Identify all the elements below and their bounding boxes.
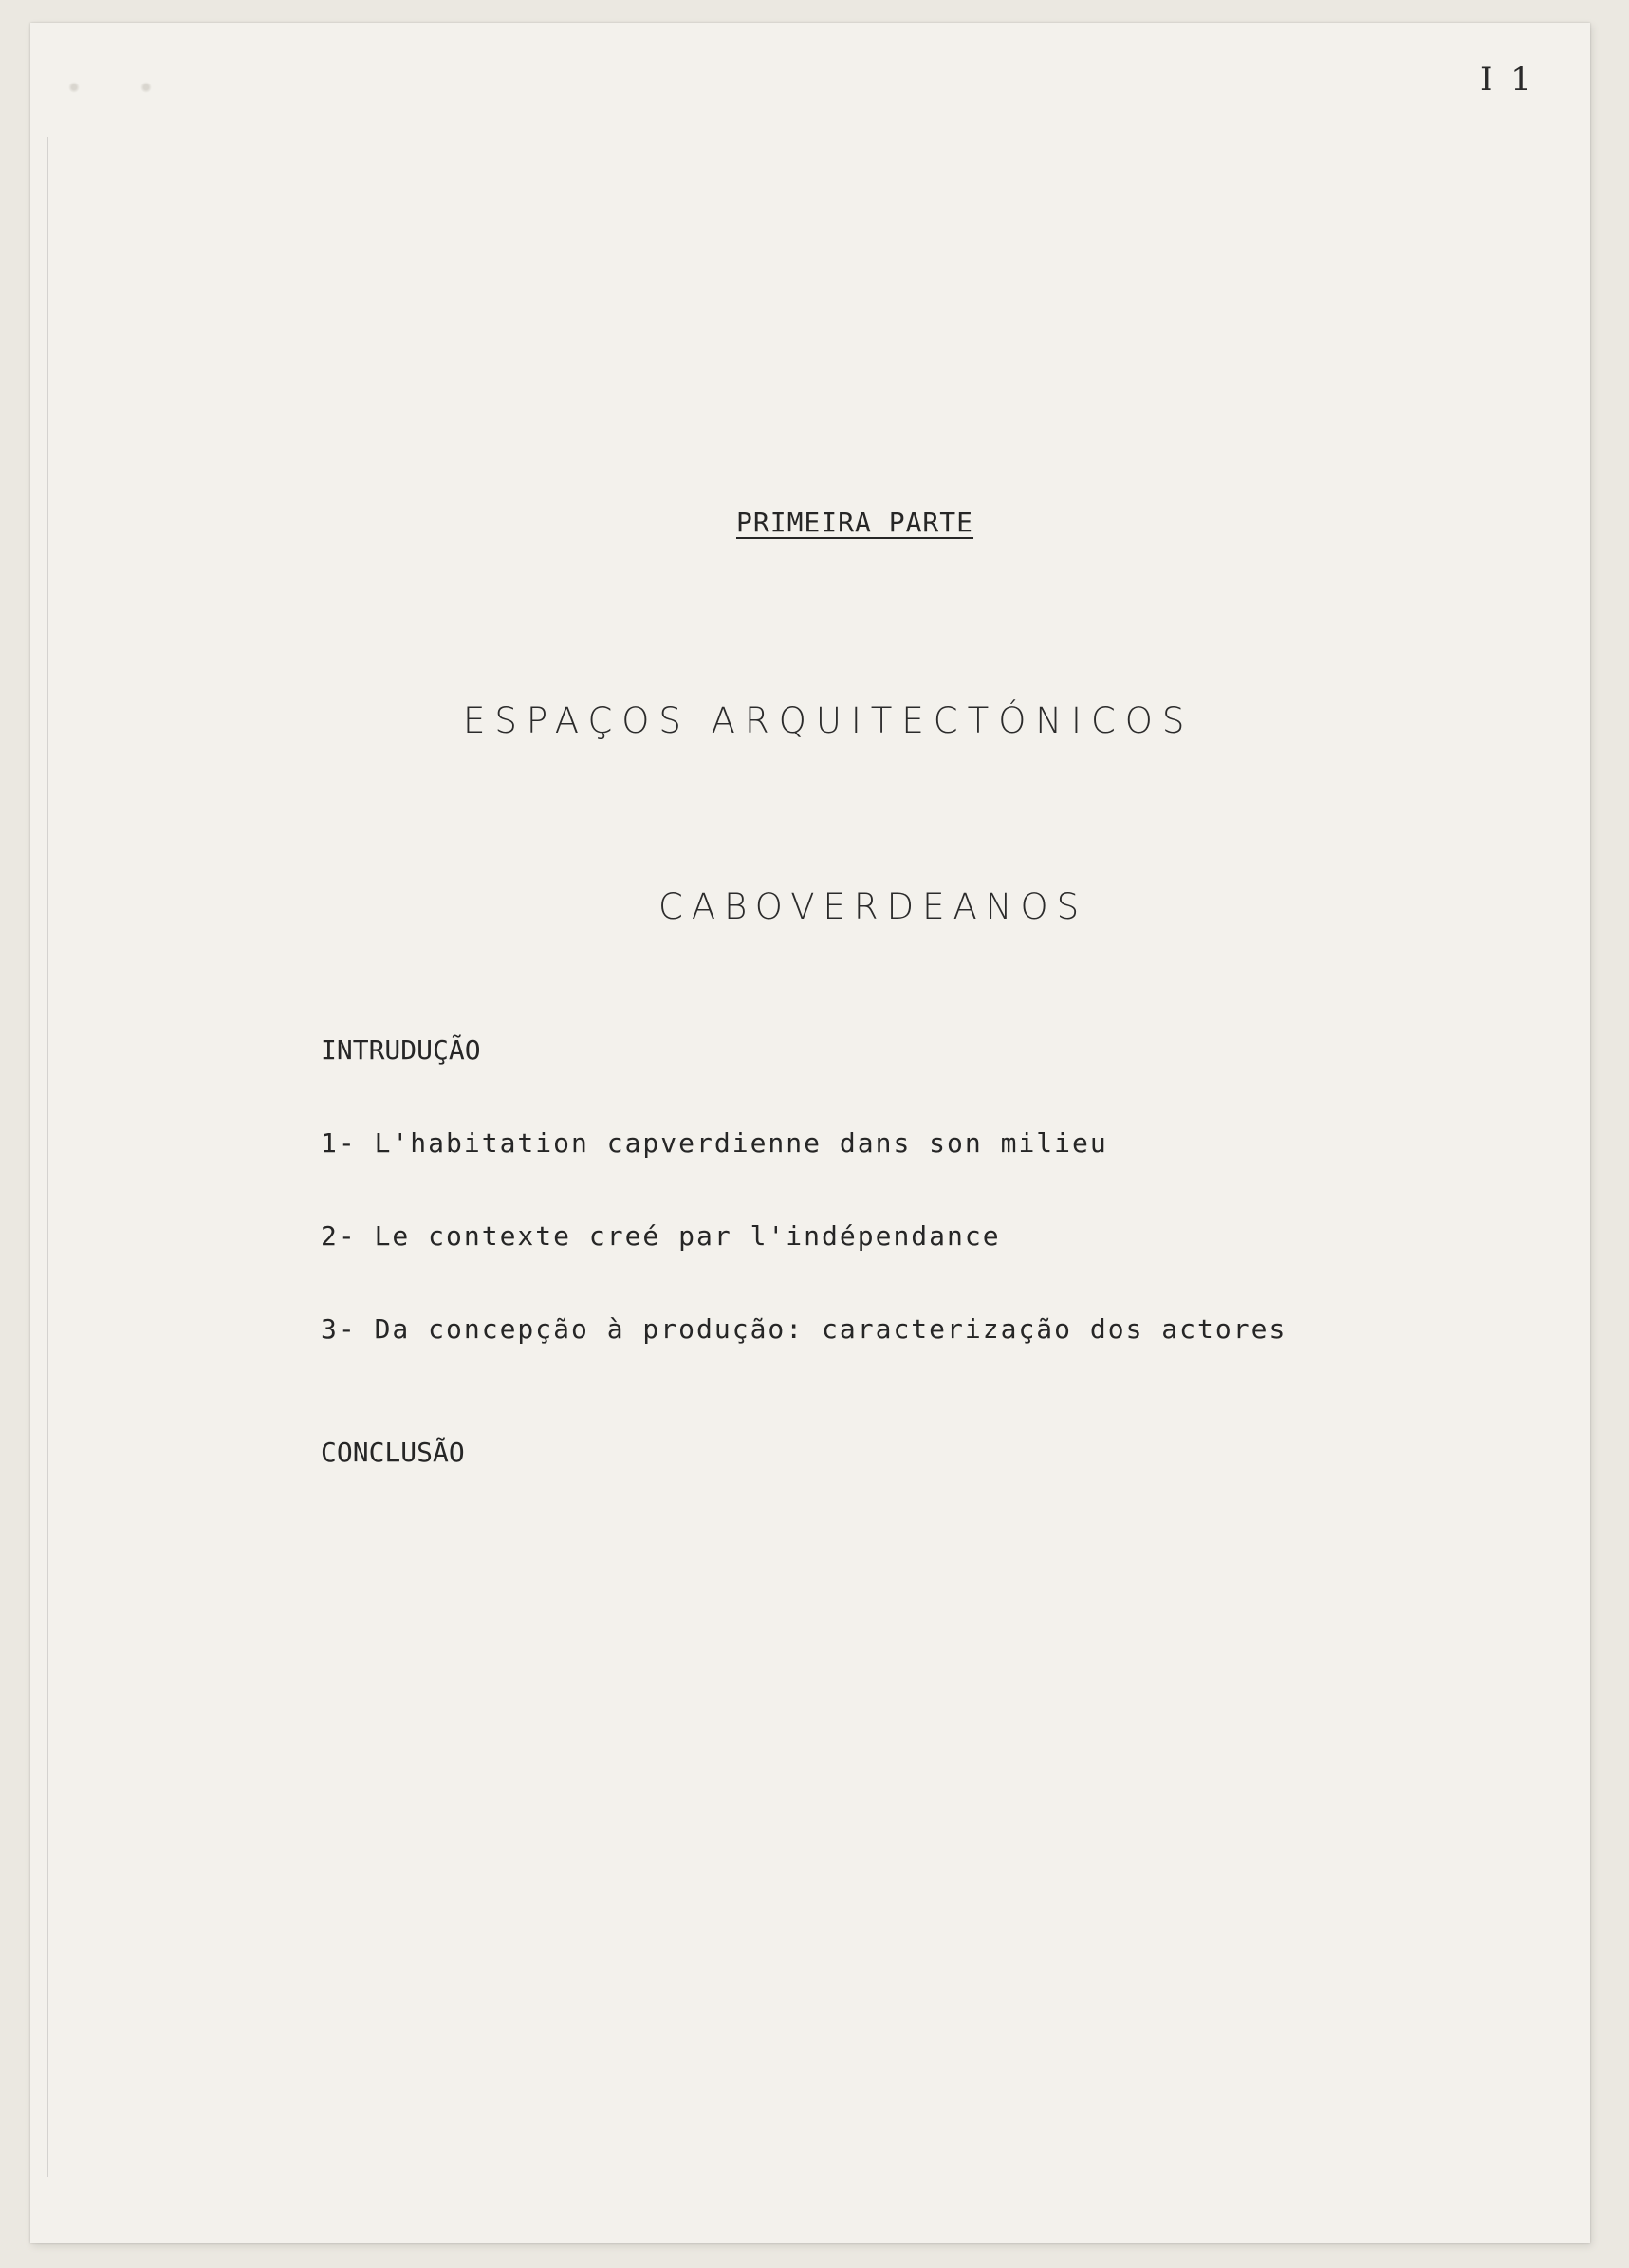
toc-item: 1- L'habitation capverdienne dans son milieu bbox=[321, 1127, 1108, 1159]
part-title: PRIMEIRA PARTE bbox=[736, 507, 974, 538]
staple-hole-mark bbox=[140, 82, 152, 93]
page-number: I 1 bbox=[1480, 61, 1535, 99]
paper-sheet bbox=[30, 23, 1590, 2243]
staple-hole-mark bbox=[68, 82, 80, 93]
page-edge-line bbox=[47, 137, 48, 2177]
toc-item: 3- Da concepção à produção: caracterização dos actores bbox=[321, 1313, 1287, 1345]
document-title: ESPAÇOS ARQUITECTÓNICOS bbox=[463, 700, 1194, 741]
toc-conclusion: CONCLUSÃO bbox=[321, 1437, 465, 1468]
document-subtitle: CABOVERDEANOS bbox=[658, 886, 1088, 927]
toc-introduction: INTRUDUÇÃO bbox=[321, 1034, 481, 1066]
toc-item: 2- Le contexte creé par l'indépendance bbox=[321, 1220, 1001, 1252]
